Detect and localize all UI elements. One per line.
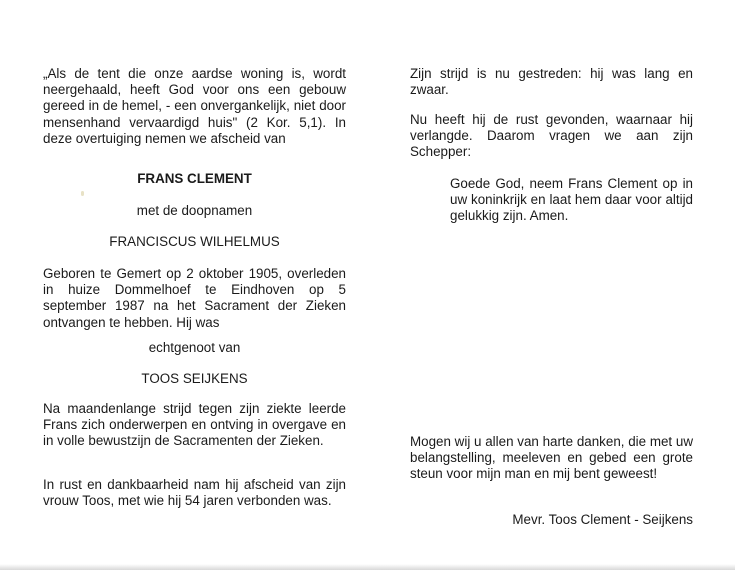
signature: Mevr. Toos Clement - Seijkens [512,512,693,527]
deceased-name: FRANS CLEMENT [137,171,252,186]
birth-death-text: Geboren te Gemert op 2 oktober 1905, overleden in huize Dommelhoef te Eindhoven op 5 september 1987 na het Sacrament der Zieken ontvangen te hebben. Hij was [43,266,346,330]
baptismal-intro: met de doopnamen [136,203,253,218]
farewell-text: In rust en dankbaarheid nam hij afscheid van zijn vrouw Toos, met wie hij 54 jaren verbonden was. [43,477,346,509]
spouse-name: TOOS SEIJKENS [141,371,248,386]
baptismal-names: FRANCISCUS WILHELMUS [109,234,280,249]
scan-edge [0,564,735,570]
illness-text: Na maandenlange strijd tegen zijn ziekte leerde Frans zich onderwerpen en ontving in overgave en in volle bewustzijn de Sacramenten der Zieken. [43,401,346,449]
spouse-intro: echtgenoot van [148,340,241,355]
struggle-text: Zijn strijd is nu gestreden: hij was lang en zwaar. [410,66,693,98]
scripture-quote: „Als de tent die onze aardse woning is, wordt neergehaald, heeft God voor ons een gebouw gereed in de hemel, - een onvergankelijk, niet door mensenhand vervaardigd huis" (2 Kor. 5,1). In deze overtuiging nemen we afscheid van [43,66,346,146]
prayer-text: Goede God, neem Frans Clement op in uw koninkrijk en laat hem daar voor altijd gelukkig zijn. Amen. [450,176,693,224]
scan-speck [81,191,84,196]
rest-text: Nu heeft hij de rust gevonden, waarnaar hij verlangde. Daarom vragen we aan zijn Schepper: [410,112,693,160]
thanks-text: Mogen wij u allen van harte danken, die met uw belangstelling, meeleven en gebed een grote steun voor mijn man en mij bent geweest! [410,434,693,482]
